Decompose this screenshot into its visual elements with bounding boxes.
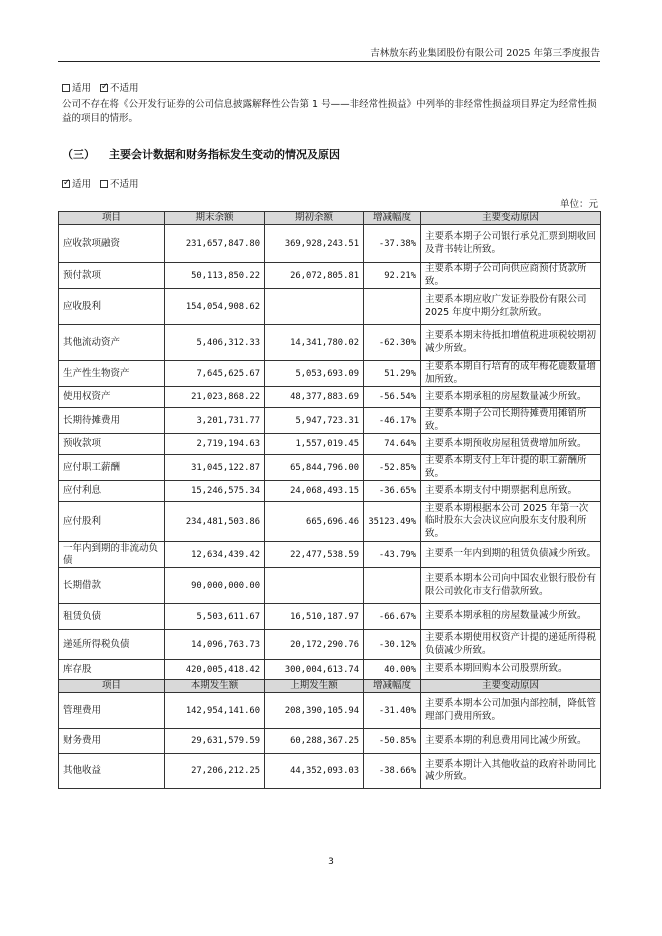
row-item-name: 其他流动资产 — [59, 325, 165, 361]
row-item-name: 其他收益 — [59, 754, 165, 789]
row-value-prior: 24,068,493.15 — [265, 481, 364, 502]
row-item-name: 租赁负债 — [59, 604, 165, 630]
row-item-name: 财务费用 — [59, 729, 165, 754]
col-header-begin-balance: 期初余额 — [265, 212, 364, 225]
row-change-reason: 主要系一年内到期的租赁负债减少所致。 — [421, 542, 601, 568]
row-value-current: 5,503,611.67 — [165, 604, 265, 630]
table-header-row — [59, 680, 601, 693]
row-item-name: 应付职工薪酬 — [59, 455, 165, 481]
row-change-reason: 主要系本期子公司长期待摊费用摊销所致。 — [421, 408, 601, 434]
row-change-reason: 主要系本期承租的房屋数量减少所致。 — [421, 604, 601, 630]
table-row — [59, 263, 601, 289]
unit-label: 单位：元 — [559, 199, 598, 210]
row-change-reason: 主要系本期计入其他收益的政府补助同比减少所致。 — [421, 754, 601, 789]
row-change-rate: -31.40% — [364, 693, 421, 729]
row-value-prior: 5,053,693.09 — [265, 361, 364, 387]
row-value-prior: 14,341,780.02 — [265, 325, 364, 361]
table-row — [59, 542, 601, 568]
row-change-rate: 51.29% — [364, 361, 421, 387]
col-header-reason: 主要变动原因 — [421, 680, 601, 693]
row-value-current: 420,005,418.42 — [165, 660, 265, 680]
row-value-prior: 48,377,883.69 — [265, 387, 364, 408]
row-value-current: 231,657,847.80 — [165, 225, 265, 263]
row-change-rate: -62.30% — [364, 325, 421, 361]
row-change-rate: -30.12% — [364, 630, 421, 660]
row-item-name: 生产性生物资产 — [59, 361, 165, 387]
row-change-rate: 40.00% — [364, 660, 421, 680]
row-value-current: 2,719,194.63 — [165, 434, 265, 455]
row-change-rate: -66.67% — [364, 604, 421, 630]
row-value-prior: 369,928,243.51 — [265, 225, 364, 263]
row-value-prior: 665,696.46 — [265, 502, 364, 542]
col-header-end-balance: 期末余额 — [165, 212, 265, 225]
row-value-current: 21,023,868.22 — [165, 387, 265, 408]
row-value-prior: 26,072,805.81 — [265, 263, 364, 289]
table-row — [59, 434, 601, 455]
row-value-current: 27,206,212.25 — [165, 754, 265, 789]
table-row — [59, 325, 601, 361]
row-item-name: 应收股利 — [59, 289, 165, 325]
checkbox-not-applicable[interactable] — [100, 180, 108, 188]
row-change-rate: -56.54% — [364, 387, 421, 408]
row-change-rate: -43.79% — [364, 542, 421, 568]
row-item-name: 使用权资产 — [59, 387, 165, 408]
row-change-reason: 主要系本期承租的房屋数量减少所致。 — [421, 387, 601, 408]
row-item-name: 预付款项 — [59, 263, 165, 289]
table-row — [59, 729, 601, 754]
row-change-rate: -36.65% — [364, 481, 421, 502]
row-value-current: 5,406,312.33 — [165, 325, 265, 361]
row-change-reason: 主要系本期自行培育的成年梅花鹿数量增加所致。 — [421, 361, 601, 387]
row-value-prior: 208,390,105.94 — [265, 693, 364, 729]
table-row — [59, 455, 601, 481]
row-value-prior — [265, 568, 364, 604]
row-change-rate: -38.66% — [364, 754, 421, 789]
row-change-reason: 主要系本期本公司加强内部控制，降低管理部门费用所致。 — [421, 693, 601, 729]
table-row — [59, 693, 601, 729]
row-value-prior: 1,557,019.45 — [265, 434, 364, 455]
row-item-name: 管理费用 — [59, 693, 165, 729]
row-value-current: 90,000,000.00 — [165, 568, 265, 604]
row-change-reason: 主要系本期末待抵扣增值税进项税较期初减少所致。 — [421, 325, 601, 361]
row-value-current: 50,113,850.22 — [165, 263, 265, 289]
section-heading — [62, 146, 340, 162]
row-change-rate: 74.64% — [364, 434, 421, 455]
row-value-prior: 5,947,723.31 — [265, 408, 364, 434]
row-change-rate: -50.85% — [364, 729, 421, 754]
row-item-name: 预收款项 — [59, 434, 165, 455]
row-value-current: 154,054,908.62 — [165, 289, 265, 325]
row-item-name: 应付股利 — [59, 502, 165, 542]
row-value-prior — [265, 289, 364, 325]
row-change-rate: -52.85% — [364, 455, 421, 481]
row-change-rate — [364, 289, 421, 325]
row-item-name: 库存股 — [59, 660, 165, 680]
section-number: （三） — [62, 148, 95, 161]
row-value-prior: 20,172,290.76 — [265, 630, 364, 660]
report-header: 吉林敖东药业集团股份有限公司 2025 年第三季度报告 — [370, 48, 600, 59]
col-header-item: 项目 — [59, 680, 165, 693]
col-header-change: 增减幅度 — [364, 212, 421, 225]
row-value-prior: 16,510,187.97 — [265, 604, 364, 630]
row-change-reason: 主要系本期应收广发证券股份有限公司2025 年度中期分红款所致。 — [421, 289, 601, 325]
row-item-name: 一年内到期的非流动负债 — [59, 542, 165, 568]
row-change-rate: -37.38% — [364, 225, 421, 263]
col-header-item: 项目 — [59, 212, 165, 225]
col-header-reason: 主要变动原因 — [421, 212, 601, 225]
checkbox-applicable[interactable] — [62, 180, 70, 188]
section-title: 主要会计数据和财务指标发生变动的情况及原因 — [109, 148, 340, 161]
row-value-prior: 65,844,796.00 — [265, 455, 364, 481]
page-number: 3 — [328, 857, 334, 867]
row-change-reason: 主要系本期子公司银行承兑汇票到期收回及背书转让所致。 — [421, 225, 601, 263]
table-row — [59, 660, 601, 680]
table-row — [59, 361, 601, 387]
table-row — [59, 754, 601, 789]
row-value-current: 3,201,731.77 — [165, 408, 265, 434]
row-value-current: 142,954,141.60 — [165, 693, 265, 729]
row-item-name: 应收款项融资 — [59, 225, 165, 263]
row-change-rate — [364, 568, 421, 604]
row-change-rate: -46.17% — [364, 408, 421, 434]
row-value-current: 234,481,503.86 — [165, 502, 265, 542]
checkbox-applicable-label: 适用 — [72, 179, 92, 190]
row-change-reason: 主要系本期支付上年计提的职工薪酬所致。 — [421, 455, 601, 481]
table-row — [59, 502, 601, 542]
col-header-prior-amount: 上期发生额 — [265, 680, 364, 693]
row-value-current: 31,045,122.87 — [165, 455, 265, 481]
row-change-reason: 主要系本期回购本公司股票所致。 — [421, 660, 601, 680]
row-value-current: 14,096,763.73 — [165, 630, 265, 660]
table-row — [59, 604, 601, 630]
applicability-check-2 — [62, 176, 145, 190]
table-row — [59, 225, 601, 263]
checkbox-applicable-label: 适用 — [72, 83, 92, 94]
row-item-name: 应付利息 — [59, 481, 165, 502]
header-rule — [58, 61, 600, 62]
row-item-name: 长期借款 — [59, 568, 165, 604]
checkbox-not-applicable-label: 不适用 — [110, 83, 139, 94]
row-change-reason: 主要系本期使用权资产计提的递延所得税负债减少所致。 — [421, 630, 601, 660]
row-change-reason: 主要系本期预收房屋租赁费增加所致。 — [421, 434, 601, 455]
row-value-current: 7,645,625.67 — [165, 361, 265, 387]
applicability-check-1 — [62, 80, 145, 94]
col-header-current-amount: 本期发生额 — [165, 680, 265, 693]
row-item-name: 长期待摊费用 — [59, 408, 165, 434]
financial-data-table — [58, 211, 601, 789]
row-change-rate: 92.21% — [364, 263, 421, 289]
row-change-reason: 主要系本期本公司向中国农业银行股份有限公司敦化市支行借款所致。 — [421, 568, 601, 604]
row-value-current: 29,631,579.59 — [165, 729, 265, 754]
row-value-prior: 44,352,093.03 — [265, 754, 364, 789]
row-change-rate: 35123.49% — [364, 502, 421, 542]
row-change-reason: 主要系本期子公司向供应商预付货款所致。 — [421, 263, 601, 289]
row-value-current: 12,634,439.42 — [165, 542, 265, 568]
table-row — [59, 408, 601, 434]
checkbox-not-applicable-label: 不适用 — [110, 179, 139, 190]
non-recurring-paragraph: 公司不存在将《公开发行证券的公司信息披露解释性公告第 1 号——非经常性损益》中列举的非经常性损益项目界定为经常性损益的项目的情形。 — [62, 99, 597, 124]
table-row — [59, 289, 601, 325]
table-header-row — [59, 212, 601, 225]
row-value-prior: 300,004,613.74 — [265, 660, 364, 680]
checkbox-applicable[interactable] — [62, 84, 70, 92]
checkbox-not-applicable[interactable] — [100, 84, 108, 92]
row-change-reason: 主要系本期支付中期票据利息所致。 — [421, 481, 601, 502]
table-row — [59, 568, 601, 604]
row-item-name: 递延所得税负债 — [59, 630, 165, 660]
row-change-reason: 主要系本期的利息费用同比减少所致。 — [421, 729, 601, 754]
row-value-prior: 60,288,367.25 — [265, 729, 364, 754]
row-value-prior: 22,477,538.59 — [265, 542, 364, 568]
row-change-reason: 主要系本期根据本公司 2025 年第一次临时股东大会决议应向股东支付股利所致。 — [421, 502, 601, 542]
table-row — [59, 387, 601, 408]
table-row — [59, 481, 601, 502]
table-row — [59, 630, 601, 660]
row-value-current: 15,246,575.34 — [165, 481, 265, 502]
col-header-change: 增减幅度 — [364, 680, 421, 693]
